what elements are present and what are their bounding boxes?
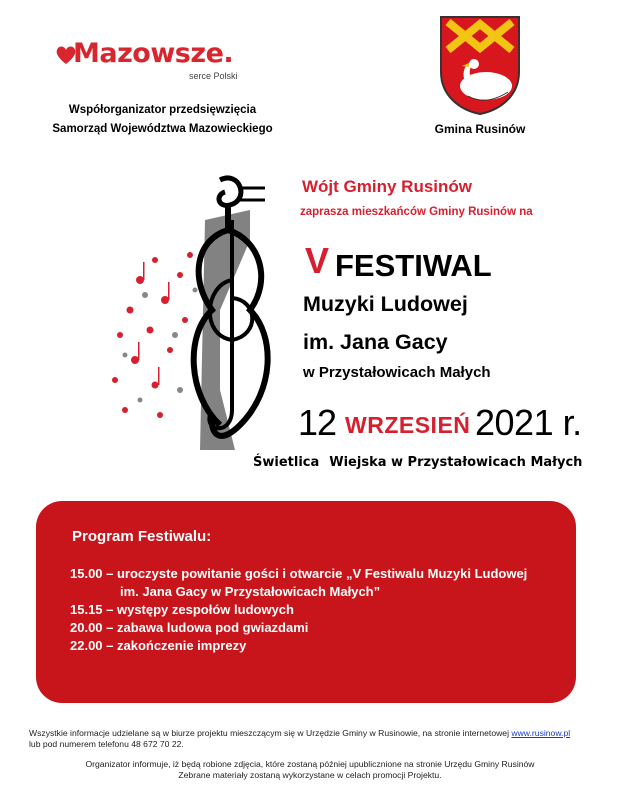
- venue-part-2: Wiejska w Przystałowicach Małych: [329, 455, 583, 470]
- coorganizer-text: [40, 101, 285, 139]
- festival-location: w Przystałowicach Małych: [303, 364, 491, 381]
- program-item: 15.15 – występy zespołów ludowych: [70, 602, 294, 617]
- program-item: 20.00 – zabawa ludowa pod gwiazdami: [70, 620, 309, 635]
- footer-notice-1: Organizator informuje, iż będą robione zdjęcia, które zostaną później upublicznione na stronie Urzędu Gminy Rusinów: [85, 759, 535, 769]
- program-list: [70, 565, 570, 655]
- coat-of-arms-icon: [438, 14, 522, 116]
- mazowsze-tagline: serce Polski: [189, 71, 238, 81]
- program-item-continuation: im. Jana Gacy w Przystałowicach Małych”: [120, 584, 381, 599]
- date-year: 2021 r.: [475, 402, 582, 443]
- coat-of-arms-caption: Gmina Rusinów: [434, 122, 526, 136]
- festival-title: FESTIWAL: [335, 248, 492, 283]
- festival-subtitle-1: Muzyki Ludowej: [303, 292, 468, 316]
- date-day: 12: [298, 402, 337, 443]
- venue-line: [253, 455, 582, 470]
- program-item: 22.00 – zakończenie imprezy: [70, 638, 247, 653]
- date-month: WRZESIEŃ: [345, 412, 471, 438]
- program-title: Program Festiwalu:: [72, 528, 212, 545]
- venue-part-1: Świetlica: [253, 455, 320, 470]
- footer-info: [29, 728, 599, 750]
- coorganizer-line-1: Współorganizator przedsięwzięcia: [68, 104, 257, 116]
- festival-subtitle-2: im. Jana Gacy: [303, 330, 448, 354]
- website-link[interactable]: www.rusinow.pl: [511, 728, 571, 738]
- violin-illustration: [100, 160, 300, 460]
- footer-info-text: Wszystkie informacje udzielane są w biurze projektu mieszczącym się w Urzędzie Gminy w Rusinowie, na stronie internetowej: [29, 728, 509, 738]
- coorganizer-line-2: Samorząd Województwa Mazowieckiego: [52, 123, 273, 135]
- invite-line: zaprasza mieszkańców Gminy Rusinów na: [300, 206, 533, 218]
- host-line: Wójt Gminy Rusinów: [302, 177, 472, 196]
- footer-notice: [40, 759, 580, 781]
- mazowsze-wordmark: Mazowsze.: [73, 38, 234, 69]
- program-item: 15.00 – uroczyste powitanie gości i otwarcie „V Festiwalu Muzyki Ludowej: [70, 566, 528, 581]
- footer-notice-2: Zebrane materiały zostaną wykorzystane w celach promocji Projektu.: [178, 770, 442, 780]
- footer-phone-text: lub pod numerem telefonu 48 672 70 22.: [29, 739, 184, 749]
- festival-number: V: [305, 240, 330, 281]
- mazowsze-logo: [55, 40, 270, 85]
